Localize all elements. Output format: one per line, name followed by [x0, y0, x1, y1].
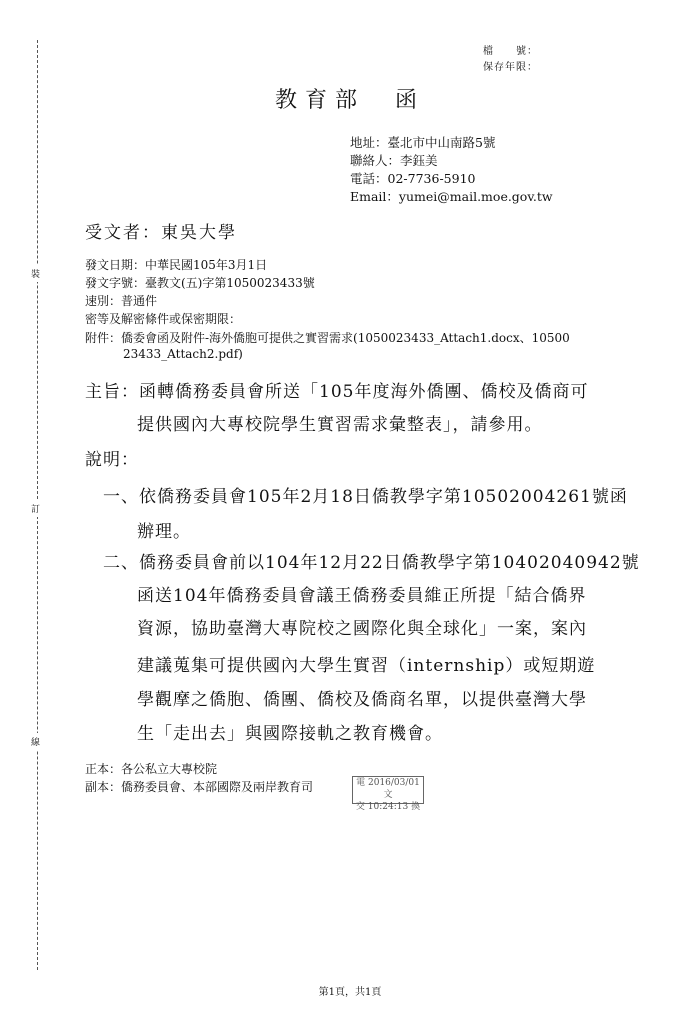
explanation-item-2-line-4: 建議蒐集可提供國內大學生實習（internship）或短期遊: [137, 656, 596, 676]
page-footer: 第1頁，共1頁: [318, 987, 382, 998]
explanation-item-2-line-2: 函送104年僑務委員會議王僑務委員維正所提「結合僑界: [137, 586, 587, 606]
binding-mark-ding: 訂: [31, 500, 40, 517]
cc-recipients: 副本：僑務委員會、本部國際及兩岸教育司: [85, 780, 314, 794]
recipient: 受文者：東吳大學: [85, 223, 237, 243]
explanation-item-1-line-2: 辦理。: [137, 522, 191, 542]
stamp-line-1: 電 2016/03/01 文: [356, 778, 420, 800]
explanation-item-2-line-5: 學觀摩之僑胞、僑團、僑校及僑商名單，以提供臺灣大學: [137, 690, 587, 710]
explanation-item-2-line-6: 生「走出去」與國際接軌之教育機會。: [137, 724, 443, 744]
contact-address: 地址：臺北市中山南路5號: [350, 135, 496, 150]
explanation-heading: 說明：: [85, 450, 139, 470]
speed-class: 速別：普通件: [85, 294, 158, 308]
contact-phone: 電話：02-7736-5910: [350, 171, 476, 186]
contact-email: Email：yumei@mail.moe.gov.tw: [350, 189, 553, 204]
stamp-line-2: 交 10:24:13 換: [355, 802, 421, 812]
attachment-line-1[interactable]: 附件：僑委會函及附件-海外僑胞可提供之實習需求(1050023433_Attach1.docx、10500: [85, 331, 570, 345]
issue-date: 發文日期：中華民國105年3月1日: [85, 258, 268, 272]
explanation-item-1-line-1: 一、依僑務委員會105年2月18日僑教學字第10502004261號函: [103, 487, 628, 507]
binding-mark-xian: 線: [31, 733, 40, 750]
secrecy-level: 密等及解密條件或保密期限：: [85, 312, 242, 326]
document-number: 發文字號：臺教文(五)字第1050023433號: [85, 276, 315, 290]
file-number-label: 檔 號：: [483, 46, 538, 57]
retention-label: 保存年限：: [483, 62, 538, 73]
attachment-line-2[interactable]: 23433_Attach2.pdf): [123, 347, 243, 361]
subject-line-2: 提供國內大專校院學生實習需求彙整表」，請參用。: [137, 415, 543, 435]
explanation-item-2-line-3: 資源，協助臺灣大專院校之國際化與全球化」一案，案內: [137, 619, 587, 639]
exchange-stamp: [352, 776, 424, 812]
subject-line-1: 主旨：函轉僑務委員會所送「105年度海外僑團、僑校及僑商可: [85, 382, 589, 402]
main-recipients: 正本：各公私立大專校院: [85, 762, 218, 776]
contact-person: 聯絡人：李鈺美: [350, 153, 438, 168]
explanation-item-2-line-1: 二、僑務委員會前以104年12月22日僑教學字第10402040942號: [103, 553, 640, 573]
binding-mark-zhuang: 裝: [31, 265, 40, 282]
document-title: 教育部 函: [274, 88, 425, 113]
